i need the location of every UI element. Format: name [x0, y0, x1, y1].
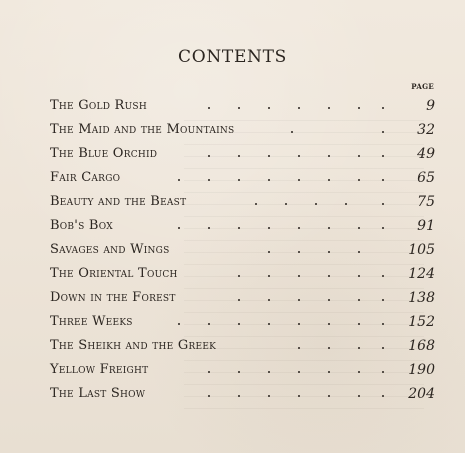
leader-dot	[382, 299, 384, 301]
leader-dot	[382, 203, 384, 205]
toc-row	[0, 242, 465, 266]
toc-row	[0, 266, 465, 290]
leader-dot	[238, 371, 240, 373]
leader-dot	[208, 155, 210, 157]
leader-dot	[328, 107, 330, 109]
toc-entry-title: The Maid and the Mountains	[50, 122, 235, 137]
leader-dot	[328, 371, 330, 373]
toc-entry-title: The Sheikh and the Greek	[50, 338, 217, 353]
leader-dot	[238, 395, 240, 397]
toc-entry-page: 49	[417, 146, 435, 162]
leader-dot	[358, 155, 360, 157]
leader-dot	[178, 323, 180, 325]
leader-dot	[268, 179, 270, 181]
toc-entry-page: 190	[408, 362, 435, 378]
leader-dot	[345, 203, 347, 205]
leader-dot	[238, 107, 240, 109]
toc-entry-title: The Oriental Touch	[50, 266, 178, 281]
toc-row	[0, 122, 465, 146]
leader-dot	[382, 155, 384, 157]
leader-dot	[298, 155, 300, 157]
leader-dot	[298, 323, 300, 325]
leader-dot	[382, 347, 384, 349]
leader-dot	[291, 131, 293, 133]
leader-dot	[382, 323, 384, 325]
toc-row	[0, 194, 465, 218]
toc-row	[0, 314, 465, 338]
leader-dot	[358, 395, 360, 397]
toc-entry-title: Yellow Freight	[50, 362, 149, 377]
leader-dot	[328, 155, 330, 157]
leader-dot	[208, 323, 210, 325]
toc-entry-title: The Blue Orchid	[50, 146, 158, 161]
toc-row	[0, 98, 465, 122]
leader-dot	[328, 227, 330, 229]
toc-entry-page: 32	[417, 122, 435, 138]
toc-entry-title: Three Weeks	[50, 314, 133, 329]
leader-dot	[358, 299, 360, 301]
toc-entry-page: 91	[417, 218, 435, 234]
leader-dot	[208, 395, 210, 397]
toc-entry-page: 204	[408, 386, 435, 402]
leader-dot	[178, 227, 180, 229]
leader-dot	[268, 395, 270, 397]
toc-entry-title: Beauty and the Beast	[50, 194, 187, 209]
leader-dot	[328, 251, 330, 253]
leader-dot	[358, 179, 360, 181]
leader-dot	[238, 323, 240, 325]
leader-dot	[268, 275, 270, 277]
leader-dot	[328, 179, 330, 181]
leader-dot	[298, 107, 300, 109]
leader-dot	[328, 299, 330, 301]
leader-dot	[382, 227, 384, 229]
leader-dot	[268, 107, 270, 109]
leader-dot	[285, 203, 287, 205]
toc-entry-page: 75	[417, 194, 435, 210]
toc-entry-page: 105	[408, 242, 435, 258]
leader-dot	[298, 395, 300, 397]
toc-row	[0, 290, 465, 314]
leader-dot	[298, 347, 300, 349]
leader-dot	[268, 371, 270, 373]
leader-dot	[358, 347, 360, 349]
leader-dot	[358, 107, 360, 109]
leader-dot	[208, 371, 210, 373]
leader-dot	[208, 179, 210, 181]
toc-entry-page: 65	[417, 170, 435, 186]
toc-entry-title: Bob's Box	[50, 218, 113, 233]
toc-entry-title: The Last Show	[50, 386, 146, 401]
leader-dot	[268, 227, 270, 229]
toc-entry-page: 152	[408, 314, 435, 330]
leader-dot	[255, 203, 257, 205]
leader-dot	[382, 275, 384, 277]
leader-dot	[268, 299, 270, 301]
leader-dot	[298, 179, 300, 181]
leader-dot	[298, 275, 300, 277]
leader-dot	[208, 227, 210, 229]
leader-dot	[358, 251, 360, 253]
leader-dot	[315, 203, 317, 205]
leader-dot	[268, 323, 270, 325]
toc-entry-page: 9	[426, 98, 435, 114]
leader-dot	[382, 395, 384, 397]
leader-dot	[328, 395, 330, 397]
leader-dot	[358, 371, 360, 373]
toc-entry-title: The Gold Rush	[50, 98, 147, 113]
leader-dot	[298, 251, 300, 253]
toc-row	[0, 362, 465, 386]
toc-entry-title: Down in the Forest	[50, 290, 176, 305]
toc-row	[0, 170, 465, 194]
leader-dot	[358, 323, 360, 325]
leader-dot	[268, 251, 270, 253]
leader-dot	[328, 323, 330, 325]
toc-row	[0, 146, 465, 170]
toc-entry-page: 124	[408, 266, 435, 282]
leader-dot	[238, 179, 240, 181]
toc-entry-title: Savages and Wings	[50, 242, 170, 257]
leader-dot	[238, 227, 240, 229]
leader-dot	[238, 299, 240, 301]
leader-dot	[208, 107, 210, 109]
toc-entry-title: Fair Cargo	[50, 170, 121, 185]
leader-dot	[178, 179, 180, 181]
leader-dot	[298, 227, 300, 229]
leader-dot	[238, 155, 240, 157]
leader-dot	[358, 275, 360, 277]
leader-dot	[268, 155, 270, 157]
leader-dot	[238, 275, 240, 277]
leader-dot	[382, 179, 384, 181]
leader-dot	[382, 371, 384, 373]
toc-row	[0, 386, 465, 410]
leader-dot	[298, 371, 300, 373]
page-title: CONTENTS	[177, 47, 288, 67]
leader-dot	[382, 107, 384, 109]
leader-dot	[358, 227, 360, 229]
leader-dot	[382, 131, 384, 133]
leader-dot	[298, 299, 300, 301]
page-column-label: PAGE	[411, 82, 434, 91]
leader-dot	[328, 275, 330, 277]
leader-dot	[328, 347, 330, 349]
toc-row	[0, 338, 465, 362]
toc-entry-page: 168	[408, 338, 435, 354]
toc-row	[0, 218, 465, 242]
toc-entry-page: 138	[408, 290, 435, 306]
